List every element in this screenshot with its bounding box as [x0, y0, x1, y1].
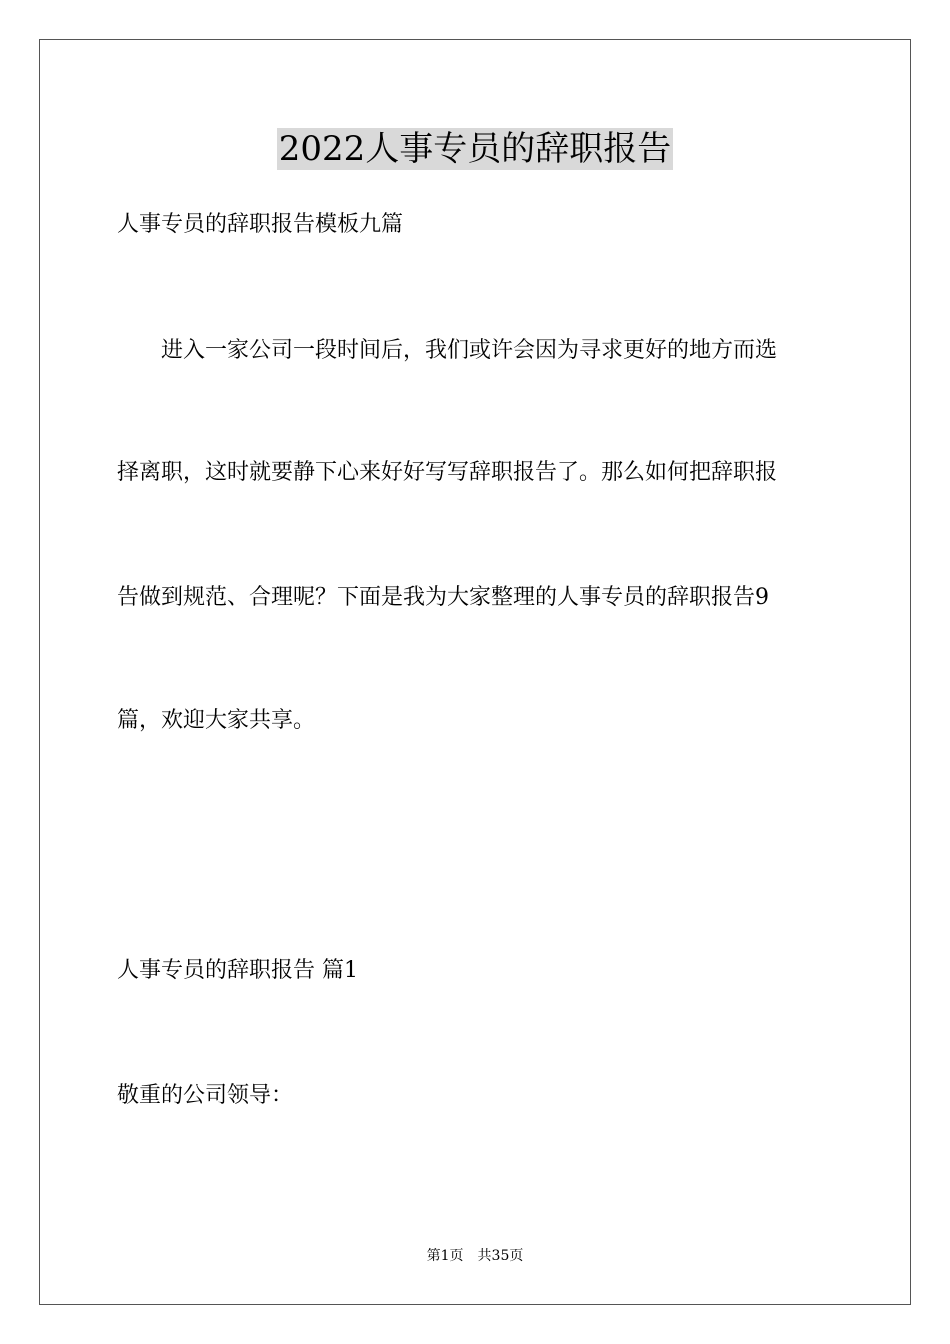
intro-line-4: 篇，欢迎大家共享。	[117, 708, 316, 733]
intro-line-3: 告做到规范、合理呢？下面是我为大家整理的人事专员的辞职报告9	[117, 585, 769, 610]
page-footer: 第1页 共35页	[426, 1248, 524, 1264]
title-wrap	[0, 128, 950, 170]
salutation: 敬重的公司领导：	[117, 1083, 294, 1108]
document-title: 2022人事专员的辞职报告	[278, 129, 672, 169]
intro-line-1: 进入一家公司一段时间后，我们或许会因为寻求更好的地方而选	[117, 338, 778, 363]
document-subtitle: 人事专员的辞职报告模板九篇	[117, 212, 404, 237]
intro-line-2: 择离职，这时就要静下心来好好写写辞职报告了。那么如何把辞职报	[117, 460, 778, 485]
section-heading: 人事专员的辞职报告 篇1	[117, 958, 358, 983]
